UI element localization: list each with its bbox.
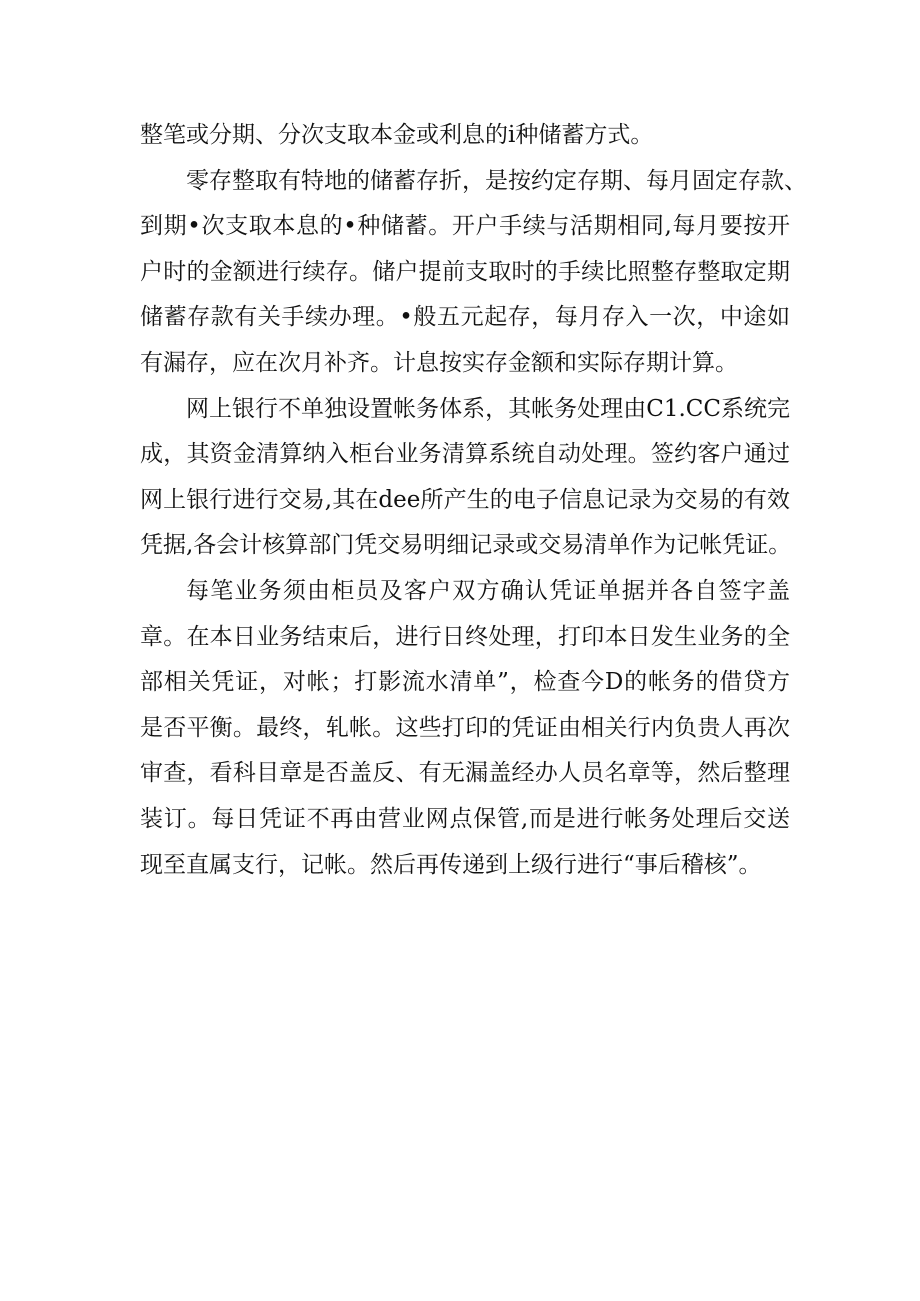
paragraph-2-line-1: 零存整取有特地的储蓄存折，是按约定存期、每月固定存款、 xyxy=(186,167,807,194)
paragraph-4-line-3: 部相关凭证，对帐；打影流水清单”，检查今D的帐务的借贷方 xyxy=(140,669,790,696)
paragraph-4-line-6: 装订。每日凭证不再由营业网点保管,而是进行帐务处理后交送 xyxy=(140,805,790,832)
paragraph-4-line-7: 现至直属支行，记帐。然后再传递到上级行进行“事后稽核”。 xyxy=(140,851,762,878)
paragraph-4-line-5: 审查，看科目章是否盖反、有无漏盖经办人员名章等，然后整理 xyxy=(140,760,790,787)
paragraph-4-line-2: 章。在本日业务结束后，进行日终处理，打印本日发生业务的全 xyxy=(140,623,790,650)
document-body xyxy=(140,113,807,888)
paragraph-4-line-4: 是否平衡。最终，轧帐。这些打印的凭证由相关行内负贵人再次 xyxy=(140,714,790,741)
paragraph-2-line-5: 有漏存，应在次月补齐。计息按实存金额和实际存期计算。 xyxy=(140,349,738,376)
paragraph-1-line-1: 整笔或分期、分次支取本金或利息的i种储蓄方式。 xyxy=(140,122,654,148)
paragraph-3-line-3: 网上银行进行交易,其在dee所产生的电子信息记录为交易的有效 xyxy=(140,486,790,513)
paragraph-3-line-2: 成，其资金清算纳入柜台业务清算系统自动处理。签约客户通过 xyxy=(140,441,790,468)
paragraph-2-line-3: 户时的金额进行续存。储户提前支取时的手续比照整存整取定期 xyxy=(140,258,790,285)
paragraph-4-line-1: 每笔业务须由柜员及客户双方确认凭证单据并各自签字盖 xyxy=(186,577,790,604)
paragraph-2-line-2: 到期•次支取本息的•种储蓄。开户手续与活期相同,每月要按开 xyxy=(140,213,790,240)
paragraph-3-line-1: 网上银行不单独设置帐务体系，其帐务处理由C1.CC系统完 xyxy=(186,395,790,422)
paragraph-3-line-4: 凭据,各会计核算部门凭交易明细记录或交易清单作为记帐凭证。 xyxy=(140,532,792,559)
paragraph-2-line-4: 储蓄存款有关手续办理。•般五元起存，每月存入一次，中途如 xyxy=(140,304,790,331)
